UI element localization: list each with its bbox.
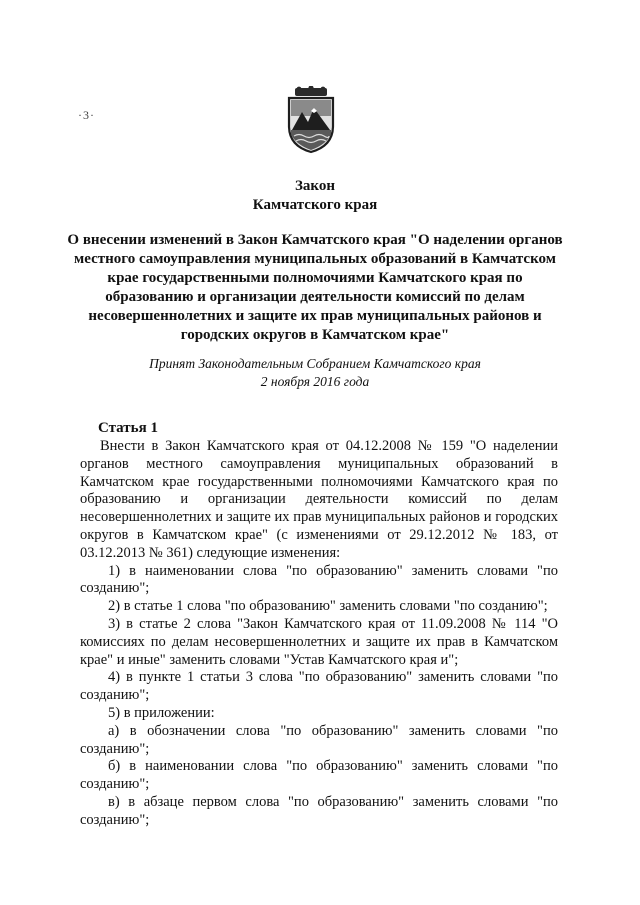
amendment-item: б) в наименовании слова "по образованию" заменить словами "по созданию"; bbox=[80, 758, 558, 793]
subtitle-line: образованию и организации деятельности комиссий по делам bbox=[105, 289, 525, 305]
article-body bbox=[80, 438, 558, 830]
adoption-body: Принят Законодательным Собранием Камчатского края bbox=[149, 356, 481, 371]
subtitle-line: крае государственными полномочиями Камчатского края по bbox=[107, 270, 523, 286]
coat-of-arms-svg bbox=[283, 86, 339, 154]
amendment-item: 5) в приложении: bbox=[108, 704, 215, 721]
law-title bbox=[60, 177, 570, 215]
subtitle-line: несовершеннолетних и защите их прав муниципальных районов и bbox=[88, 308, 542, 324]
amendment-item: 4) в пункте 1 статьи 3 слова "по образованию" заменить словами "по созданию"; bbox=[80, 669, 558, 704]
article-intro: Внести в Закон Камчатского края от 04.12.2008 № 159 "О наделении органов местного самоуправления муниципальных образований в Камчатском крае государственными полномочиями Камчатского края по образованию и организации деятельности комиссий по делам несовершеннолетних и защите их прав муниципальных районов и городских округов в Камчатском крае" (с изменениями от 29.12.2012 № 183, от 03.12.2013 № 361) следующие изменения: bbox=[80, 438, 558, 561]
law-title-line2: Камчатского края bbox=[252, 197, 378, 213]
adoption-note bbox=[60, 355, 570, 391]
amendment-item: 2) в статье 1 слова "по образованию" заменить словами "по созданию"; bbox=[108, 598, 548, 615]
amendment-item: 1) в наименовании слова "по образованию" заменить словами "по созданию"; bbox=[80, 562, 558, 597]
subtitle-line: местного самоуправления муниципальных образований в Камчатском bbox=[74, 251, 556, 267]
subtitle-line: О внесении изменений в Закон Камчатского края "О наделении органов bbox=[67, 232, 563, 248]
adoption-date: 2 ноября 2016 года bbox=[260, 374, 370, 389]
amendment-item: в) в абзаце первом слова "по образованию" заменить словами "по созданию"; bbox=[80, 793, 558, 828]
coat-of-arms-icon bbox=[283, 86, 339, 154]
article-heading: Статья 1 bbox=[98, 420, 158, 436]
subtitle-line: городских округов в Камчатском крае" bbox=[180, 327, 450, 343]
amendment-item: а) в обозначении слова "по образованию" заменить словами "по созданию"; bbox=[80, 722, 558, 757]
margin-mark: ·3· bbox=[78, 108, 95, 122]
law-subtitle bbox=[60, 231, 570, 345]
law-title-line1: Закон bbox=[294, 178, 335, 194]
amendment-item: 3) в статье 2 слова "Закон Камчатского края от 11.09.2008 № 114 "О комиссиях по делам несовершеннолетних и защите их прав в Камчатском крае" и иные" заменить словами "Устав Камчатского края и"; bbox=[80, 615, 558, 668]
